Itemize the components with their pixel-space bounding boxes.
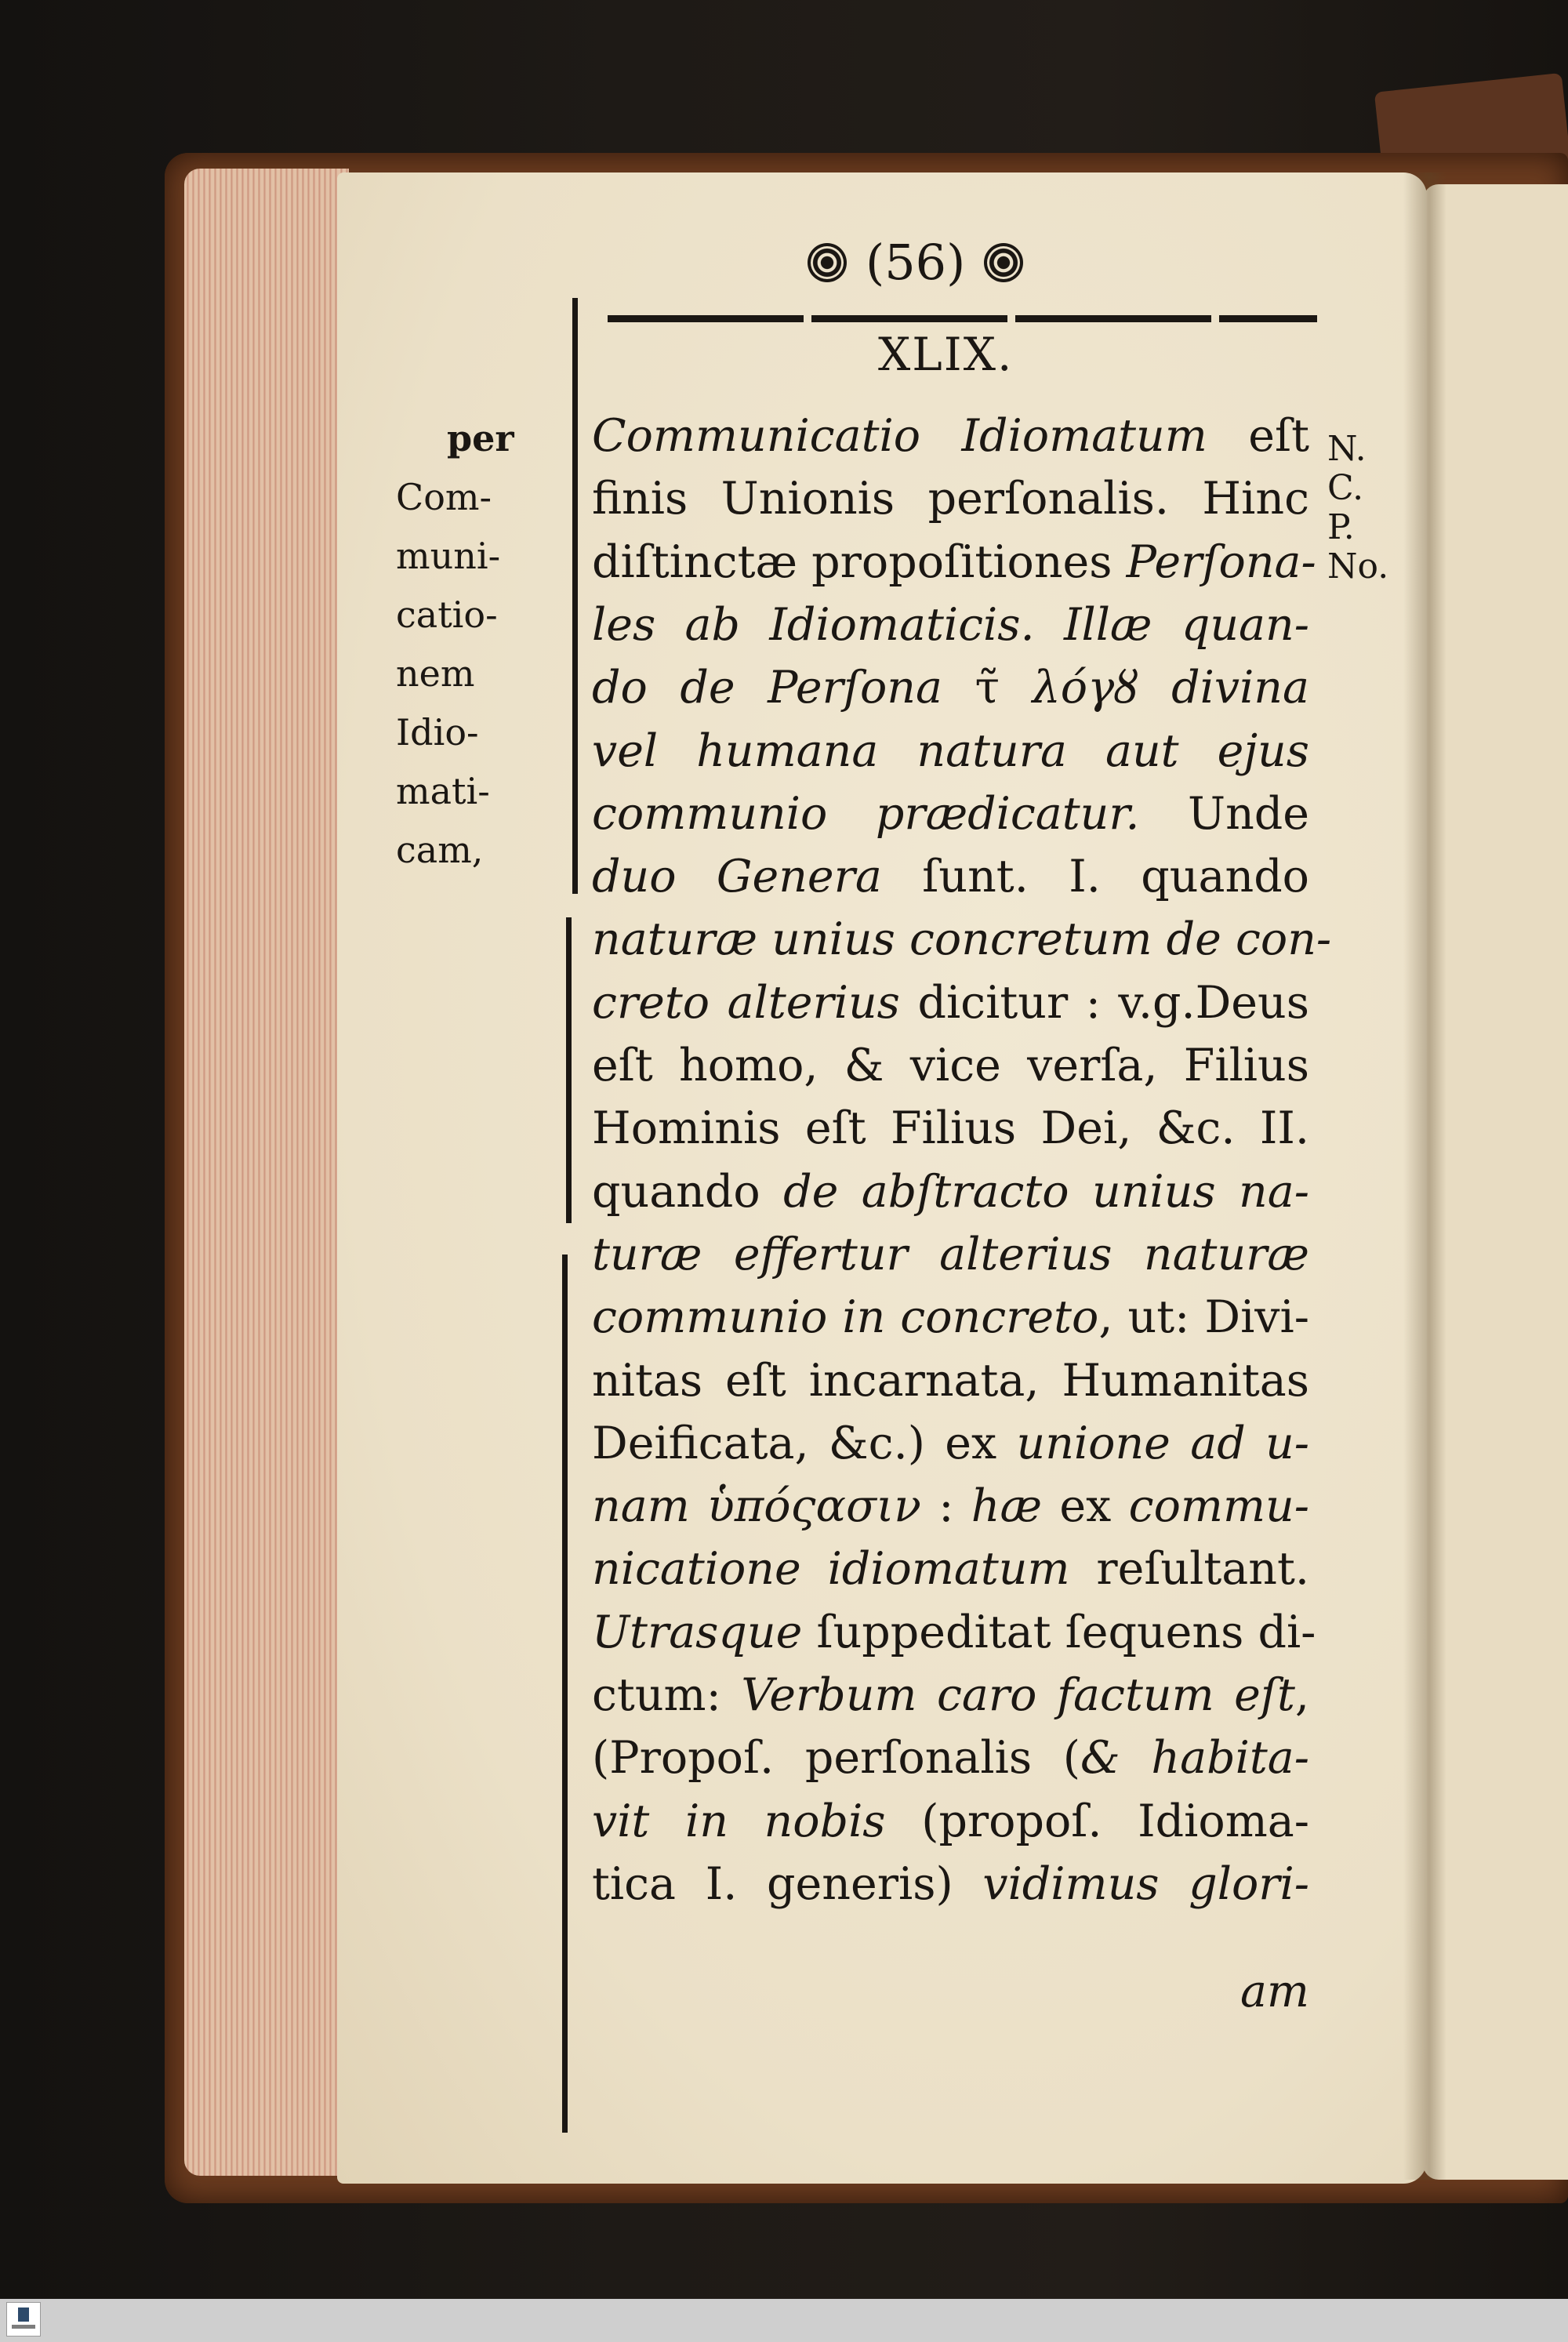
text-line: nitas eſt incarnata, Humanitas [592,1354,1309,1407]
text-line: nam ὑπόςασιν : hæ ex commu- [592,1480,1309,1533]
text-line: Hominis eſt Filius Dei, &c. II. [592,1102,1309,1155]
text-line: communio prædicatur. Unde [592,787,1309,840]
gloss-line: Idio- [396,711,479,753]
text-line: creto alterius dicitur : v.g.Deus [592,976,1309,1029]
catchword: am [1240,1966,1309,2017]
gloss-line: P. [1327,507,1355,547]
page-header [808,234,1023,291]
text-line: nicatione idiomatum reſultant. [592,1543,1309,1596]
page-number: (56) [866,234,966,291]
library-logo-icon [6,2302,41,2337]
text-line: les ab Idiomaticis. Illæ quan- [592,598,1309,651]
margin-bar [562,1255,568,2133]
text-line: quando de abſtracto unius na- [592,1165,1309,1218]
margin-gloss-left [396,409,514,880]
text-line: naturæ unius concretum de con- [592,913,1332,966]
text-line: finis Unionis perſonalis. Hinc [592,473,1309,525]
text-line: Communicatio Idiomatum eſt [592,410,1309,462]
gloss-line: catio- [396,594,498,636]
ornament-icon [808,243,847,282]
ornament-icon [984,243,1023,282]
text-line: duo Genera ſunt. I. quando [592,851,1309,903]
text-line: tica I. generis) vidimus glori- [592,1857,1309,1910]
text-line: Utrasque ſuppeditat ſequens di- [592,1606,1316,1658]
page-gutter [1403,172,1446,2180]
margin-bar [572,298,578,894]
section-number: XLIX. [878,328,1014,381]
gloss-line: Com- [396,476,492,518]
text-line: Deificata, &c.) ex unione ad u- [592,1417,1309,1469]
header-rule [608,315,1317,322]
text-line: (Propoſ. perſonalis (& habita- [592,1732,1309,1785]
gloss-line: cam, [396,829,484,871]
gloss-line: per [447,417,514,459]
gloss-line: N. [1327,429,1367,469]
margin-bar [566,917,572,1223]
gloss-line: C. [1327,468,1364,508]
viewer-footer [0,2299,1568,2342]
show-through-text [619,345,630,385]
margin-gloss-right [1327,430,1388,586]
gloss-line: No. [1327,546,1389,586]
page-edges [184,169,349,2176]
text-line: vit in nobis (propoſ. Idioma- [592,1795,1309,1847]
text-line: ctum: Verbum caro factum eſt, [592,1669,1309,1721]
gloss-line: muni- [396,535,501,577]
gloss-line: mati- [396,770,490,812]
text-line: turæ effertur alterius naturæ [592,1228,1309,1280]
text-line: eſt homo, & vice verſa, Filius [592,1040,1309,1091]
text-line: communio in concreto, ut: Divi- [592,1291,1309,1344]
gloss-line: nem [396,652,475,695]
text-line: do de Perſona τ̃ λόγȣ divina [592,662,1309,714]
text-line: diſtinctæ propoſitiones Perſona- [592,536,1316,588]
text-line: vel humana natura aut ejus [592,724,1309,777]
